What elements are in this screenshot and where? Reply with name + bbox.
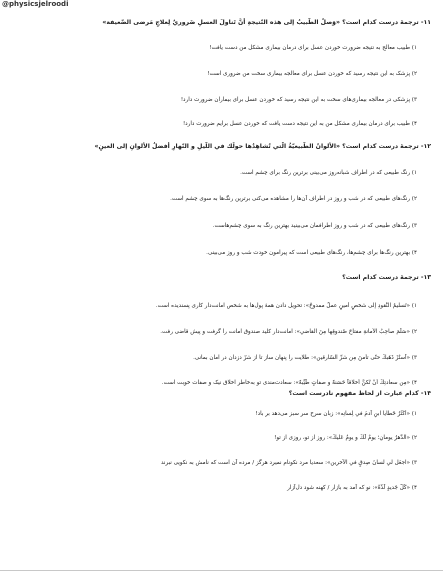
question-11-option-3: ۳) پزشکی در معالجه بیماری‌های سخت به این نتیجه رسید که خوردن عسل برای بیماران ضرورت دارد! [180,97,417,103]
question-13 [21,273,431,282]
question-12 [21,142,431,151]
question-14-option-3: ۳) «اجعَل لي لسانَ صِدقٍ في الآخرين»: سعدیا مرد نکونام نمیرد هرگز / مرده آن است که نامش به نکویی نبرند [160,460,417,466]
question-13-option-2: ۲) «سَلَّمَ صاحِبُ الأمانةِ مفتاحَ صُندوقِها مِنَ القاضي»: امانت‌دار کلید صندوق امانت را گرفت و پیش قاضی رفت. [160,329,417,335]
question-14-option-4: ۴) «كُلُّ جَديدٍ لَذّةٌ»: نو که آمد به بازار / کهنه شود دل‌آزار [287,485,417,491]
question-14-option-1: ۱) «أكْثَرُ خَطايا ابنِ آدمَ في لِسانِه»: زبان سرخ سر سبز می‌دهد بر باد! [255,411,417,417]
question-12-option-4: ۴) بهترین رنگ‌ها برای چشم‌ها، رنگ‌های طبیعی است که پیرامون خودت شب و روز می‌بینی. [206,250,417,256]
question-14 [21,379,431,398]
question-11 [21,18,431,27]
question-title: ۱۱- ترجمهٔ درست کدام است؟ «وَصلُ الطّبيبُ إلى هذه النّتيجةِ أنَّ تَناولَ العسلِ ضَروريٌ لِعلاجِ مَرضى الضّعيفة» [102,19,431,26]
page-bottom-divider [0,570,443,571]
channel-watermark: @physicsjelroodi [2,0,69,8]
question-12-option-2: ۲) رنگ‌های طبیعی که در شب و روز در اطراف آن‌ها را مشاهده می‌کنی برترین رنگ‌ها به سوی چشم است. [170,196,417,202]
question-13-option-1: ۱) «تَسليمُ النُّقودِ إلى شخصٍ أمينٍ عملٌ ممدوحٌ»: تحویل دادن همهٔ پول‌ها به شخص امانت‌دار کاری پسندیده است. [155,303,417,309]
question-11-option-2: ۲) پزشک به این نتیجه رسید که خوردن عسل برای معالجه بیماری سخت من ضروری است! [207,71,417,77]
question-12-option-3: ۳) رنگ‌های طبیعی که در شب و روز اطرافمان می‌بینید بهترین رنگ به سوی چشم‌هاست. [212,223,417,229]
question-11-option-4: ۴) طبیب برای درمان بیماری مشکل من به این نتیجه دست یافت که خوردن عسل برایم ضرورت دارد! [182,121,417,127]
question-14-option-2: ۲) «الدَّهرُ يومانِ؛ يومٌ لَكَ و يومٌ عَليكَ»: روز از تو، روزی از تو! [274,435,417,441]
question-13-option-4: ۴) «مِن سعادتِكَ أنْ تُكنَّ أخلاقاً حَسَنةً و صفاتٍ طَيِّبةً»: سعادت‌مندی تو به‌خاطر اخلاق نیک و صفات خوبت است. [161,380,417,386]
question-13-option-3: ۳) «اُستُرْ ذَهَبكَ حتّى تأمنَ مِن شرِّ السّارقين»: طلایت را پنهان ساز تا از شرّ دزدان در امان بمانی. [193,355,417,361]
question-12-option-1: ۱) رنگ طبیعی که در اطراف شبانه‌روز می‌بینی برترین رنگ برای چشم است. [240,170,417,176]
question-title: ۱۴- کدام عبارت از لحاظ مفهوم نادرست است؟ [288,390,431,397]
question-title: ۱۲- ترجمهٔ درست کدام است؟ «الألوانُ الطّبيعيّةُ الّتي تُشاهِدُها حولَك في اللّيلِ و النّهارِ أفضلُ الألوانِ إلى العينِ» [94,143,431,150]
question-11-option-1: ۱) طبیب معالج به نتیجه ضرورت خوردن عسل برای درمان بیماری مشکل من دست یافت! [209,45,417,51]
question-title: ۱۳- ترجمهٔ درست کدام است؟ [342,274,431,281]
